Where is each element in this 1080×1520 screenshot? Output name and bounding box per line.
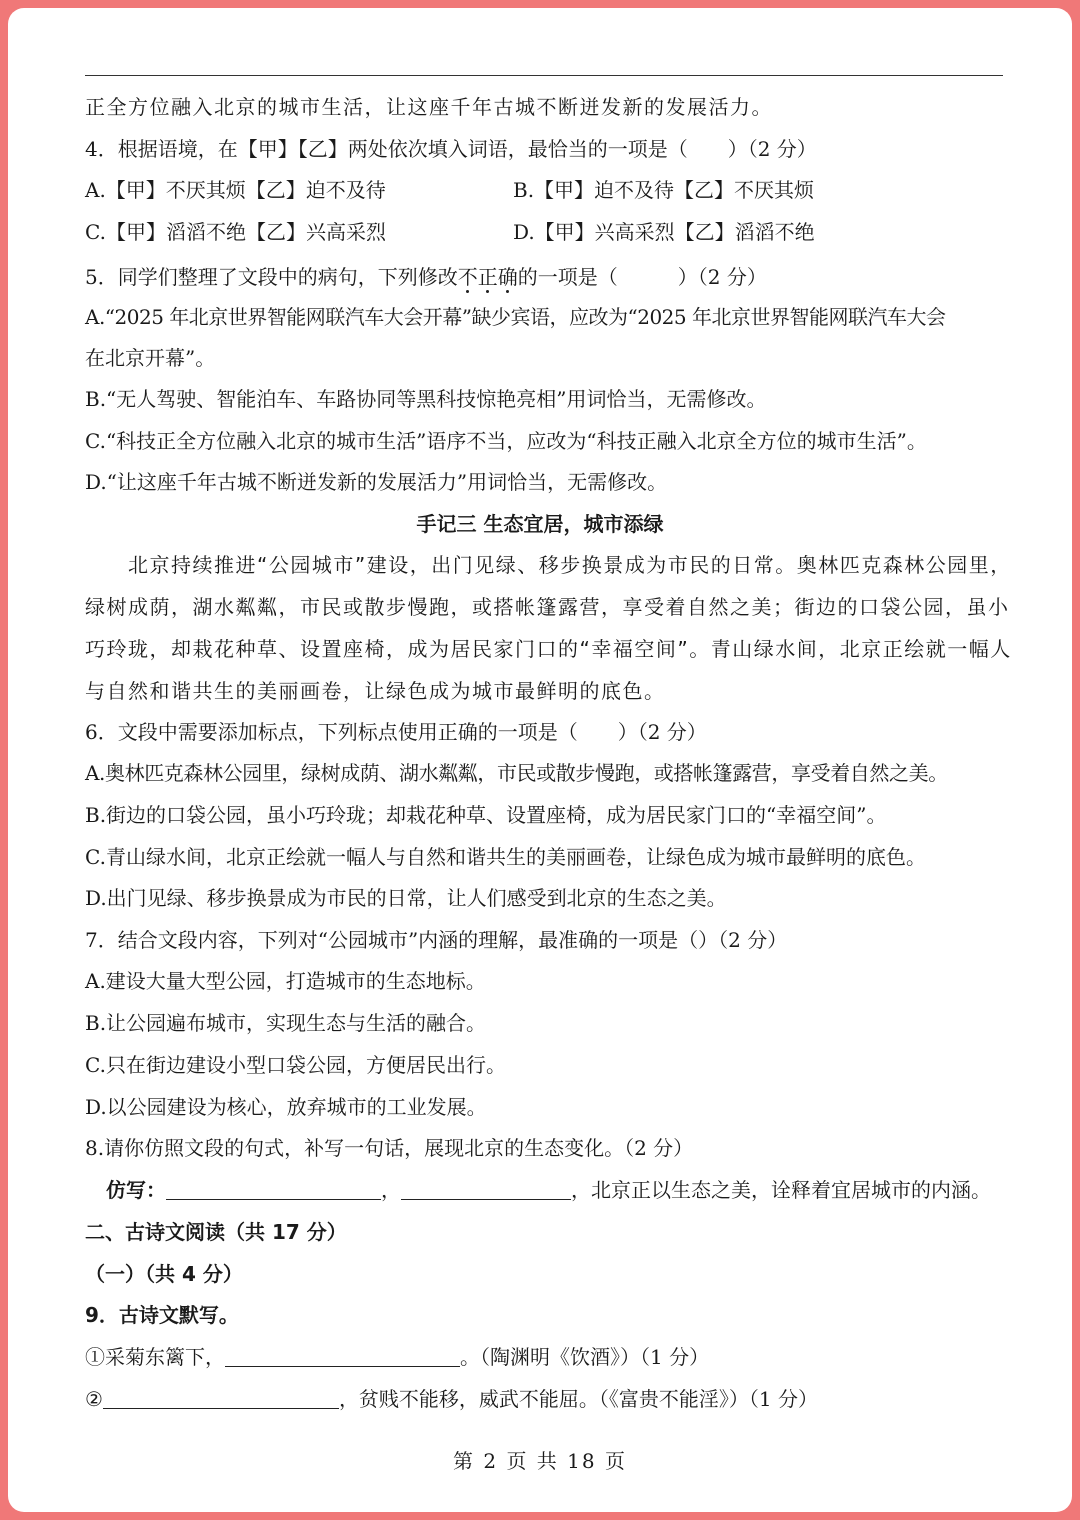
q8-answer-blank-2[interactable]: [401, 1179, 571, 1200]
q9-answer-blank-2[interactable]: [103, 1388, 339, 1409]
q8-comma: ，: [381, 1178, 401, 1202]
part2-title: 二、古诗文阅读（共 17 分）: [85, 1220, 347, 1244]
q9-stem: 9．古诗文默写。: [85, 1303, 239, 1327]
q5-emphasis-2: 正: [477, 265, 498, 289]
passage-line-1: 北京持续推进“公园城市”建设，出门见绿、移步换景成为市民的日常。奥林匹克森林公园里，: [85, 553, 1012, 577]
q5-emphasis-3: 确: [497, 265, 518, 289]
q6-option-a: A.奥林匹克森林公园里，绿树成荫、湖水粼粼，市民或散步慢跑，或搭帐篷露营，享受着自然之美。: [85, 761, 948, 785]
q6-option-c: C.青山绿水间，北京正绘就一幅人与自然和谐共生的美丽画卷，让绿色成为城市最鲜明的底色。: [85, 845, 926, 869]
passage-continuation: 正全方位融入北京的城市生活，让这座千年古城不断迸发新的发展活力。: [85, 95, 773, 119]
q4-option-a: A.【甲】不厌其烦【乙】迫不及待: [85, 178, 386, 202]
header-rule: [85, 75, 1003, 76]
q9-item1-pre: ①采菊东篱下，: [85, 1345, 225, 1369]
q5-stem: [85, 264, 1005, 290]
q9-answer-blank-1[interactable]: [225, 1346, 460, 1367]
q9-item-2: [85, 1386, 1005, 1412]
q7-option-c: C.只在街边建设小型口袋公园，方便居民出行。: [85, 1053, 506, 1077]
q4-stem: 4．根据语境，在【甲】【乙】两处依次填入词语，最恰当的一项是（ ）（2 分）: [85, 137, 817, 161]
q9-item2-post: ，贫贱不能移，威武不能屈。（《富贵不能淫》）（1 分）: [338, 1387, 819, 1411]
passage-line-3: 巧玲珑，却栽花种草、设置座椅，成为居民家门口的“幸福空间”。青山绿水间，北京正绘就一幅人: [85, 637, 1012, 661]
q9-item1-post: 。（陶渊明《饮酒》）（1 分）: [460, 1345, 710, 1369]
q7-option-d: D.以公园建设为核心，放弃城市的工业发展。: [85, 1095, 487, 1119]
q7-option-b: B.让公园遍布城市，实现生态与生活的融合。: [85, 1011, 487, 1035]
q7-stem: 7．结合文段内容，下列对“公园城市”内涵的理解，最准确的一项是（）（2 分）: [85, 928, 788, 952]
exam-page: [8, 8, 1072, 1512]
q5-emphasis-1: 不: [457, 265, 478, 289]
q5-stem-post: 的一项是（ ）（2 分）: [517, 265, 767, 289]
q9-item-1: [85, 1344, 1005, 1370]
q9-item2-pre: ②: [85, 1387, 103, 1411]
q7-option-a: A.建设大量大型公园，打造城市的生态地标。: [85, 969, 486, 993]
q8-answer-blank-1[interactable]: [166, 1179, 381, 1200]
q5-option-b: B.“无人驾驶、智能泊车、车路协同等黑科技惊艳亮相”用词恰当，无需修改。: [85, 387, 767, 411]
q5-option-a-line1: A.“2025 年北京世界智能网联汽车大会开幕”缺少宾语，应改为“2025 年北京世界智能网联汽车大会: [85, 305, 946, 329]
passage-line-4: 与自然和谐共生的美丽画卷，让绿色成为城市最鲜明的底色。: [85, 679, 666, 703]
q6-option-d: D.出门见绿、移步换景成为市民的日常，让人们感受到北京的生态之美。: [85, 886, 727, 910]
q4-option-b: B.【甲】迫不及待【乙】不厌其烦: [513, 178, 815, 202]
q6-stem: 6．文段中需要添加标点，下列标点使用正确的一项是（ ）（2 分）: [85, 720, 707, 744]
q8-tail: ，北京正以生态之美，诠释着宜居城市的内涵。: [571, 1178, 991, 1202]
q5-option-a-line2: 在北京开幕”。: [85, 346, 216, 370]
q6-option-b: B.街边的口袋公园，虽小巧玲珑；却栽花种草、设置座椅，成为居民家门口的“幸福空间”。: [85, 803, 887, 827]
passage-line-2: 绿树成荫，湖水粼粼，市民或散步慢跑，或搭帐篷露营，享受着自然之美；街边的口袋公园，虽小: [85, 595, 1010, 619]
q4-option-d: D.【甲】兴高采烈【乙】滔滔不绝: [513, 220, 815, 244]
q8-label: 仿写：: [106, 1178, 166, 1202]
part2-subtitle: （一）（共 4 分）: [85, 1262, 243, 1286]
q8-imitation-line: [106, 1177, 1006, 1203]
q5-option-d: D.“让这座千年古城不断迸发新的发展活力”用词恰当，无需修改。: [85, 470, 668, 494]
section-title: 手记三 生态宜居，城市添绿: [416, 512, 664, 536]
q5-option-c: C.“科技正全方位融入北京的城市生活”语序不当，应改为“科技正融入北京全方位的城市生活”。: [85, 429, 927, 453]
q5-stem-pre: 5．同学们整理了文段中的病句，下列修改: [85, 265, 458, 289]
q4-option-c: C.【甲】滔滔不绝【乙】兴高采烈: [85, 220, 386, 244]
page-footer: 第 2 页 共 18 页: [453, 1449, 627, 1473]
q8-stem: 8.请你仿照文段的句式，补写一句话，展现北京的生态变化。（2 分）: [85, 1136, 694, 1160]
